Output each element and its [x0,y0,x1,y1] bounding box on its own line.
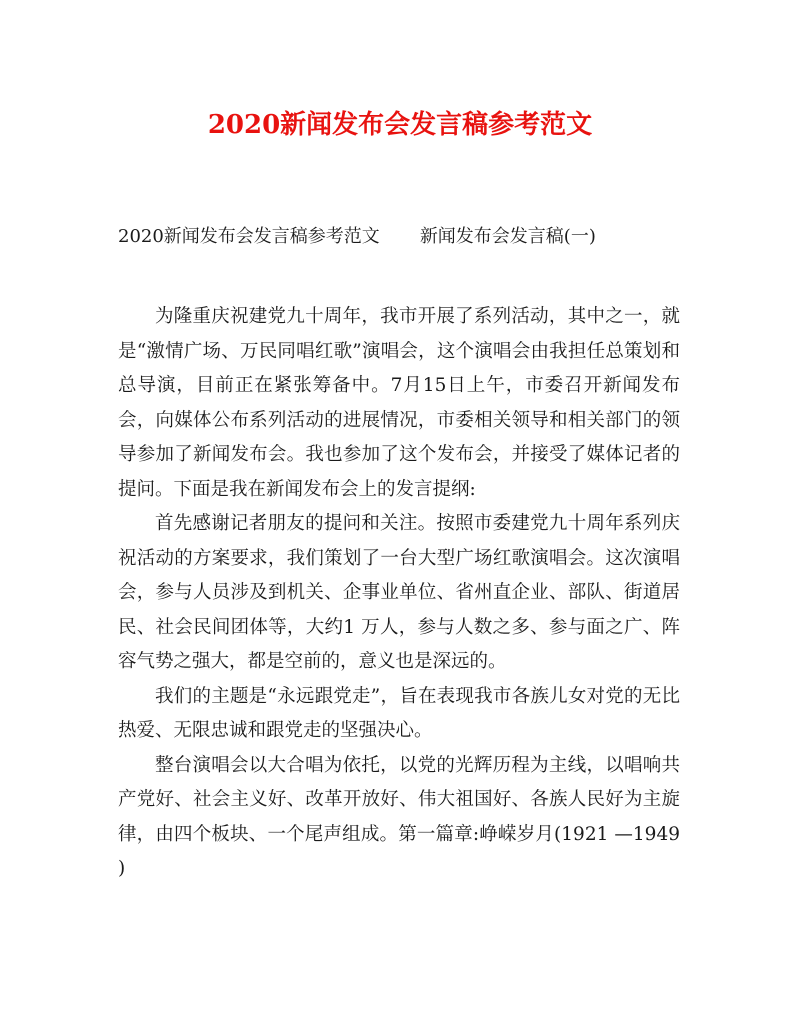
paragraph: 整台演唱会以大合唱为依托，以党的光辉历程为主线，以唱响共产党好、社会主义好、改革开放好、伟大祖国好、各族人民好为主旋律，由四个板块、一个尾声组成。第一篇章:峥嵘岁月(1921 —1949 ) [118,754,680,879]
document-subtitle [118,222,596,248]
subtitle-part-2: 新闻发布会发言稿(一) [419,226,596,247]
subtitle-part-1: 2020新闻发布会发言稿参考范文 [118,226,380,247]
paragraph: 首先感谢记者朋友的提问和关注。按照市委建党九十周年系列庆祝活动的方案要求，我们策划了一台大型广场红歌演唱会。这次演唱会，参与人员涉及到机关、企事业单位、省州直企业、部队、街道居民、社会民间团体等，大约1 万人，参与人数之多、参与面之广、阵容气势之强大，都是空前的，意义也是深远的。 [118,513,680,672]
document-body [118,300,680,887]
document-title: 2020新闻发布会发言稿参考范文 [207,110,593,140]
paragraph: 我们的主题是“永远跟党走”，旨在表现我市各族儿女对党的无比热爱、无限忠诚和跟党走的坚强决心。 [118,685,680,741]
paragraph: 为隆重庆祝建党九十周年，我市开展了系列活动，其中之一，就是“激情广场、万民同唱红歌”演唱会，这个演唱会由我担任总策划和总导演，目前正在紧张筹备中。7月15日上午，市委召开新闻发布会，向媒体公布系列活动的进展情况，市委相关领导和相关部门的领导参加了新闻发布会。我也参加了这个发布会，并接受了媒体记者的提问。下面是我在新闻发布会上的发言提纲: [118,306,680,500]
